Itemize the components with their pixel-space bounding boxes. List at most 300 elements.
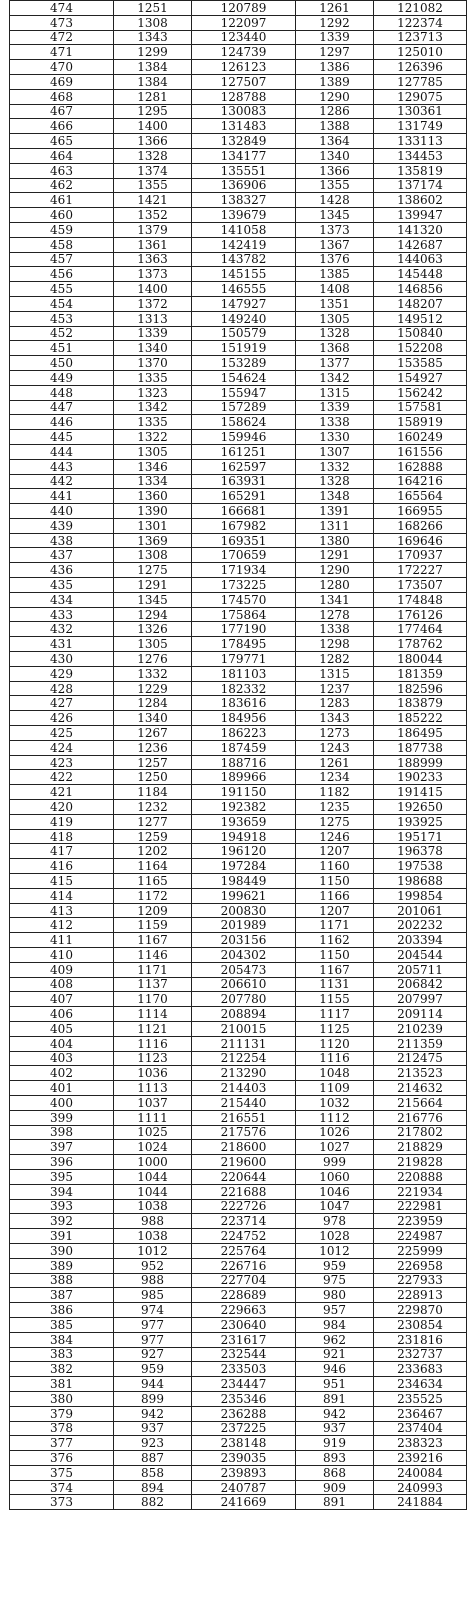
count-a-cell: 1209 [114, 903, 192, 918]
table-row [10, 1007, 467, 1022]
table-row [10, 326, 467, 341]
count-a-cell: 887 [114, 1451, 192, 1466]
count-a-cell: 1229 [114, 681, 192, 696]
count-a-cell: 927 [114, 1347, 192, 1362]
count-a-cell: 1384 [114, 74, 192, 89]
score-cell: 447 [10, 400, 114, 415]
cumulative-a-cell: 212254 [192, 1051, 296, 1066]
table-row [10, 385, 467, 400]
score-cell: 375 [10, 1465, 114, 1480]
score-cell: 407 [10, 992, 114, 1007]
cumulative-a-cell: 171934 [192, 563, 296, 578]
cumulative-a-cell: 184956 [192, 711, 296, 726]
score-cell: 420 [10, 800, 114, 815]
cumulative-a-cell: 194918 [192, 829, 296, 844]
score-cell: 373 [10, 1495, 114, 1510]
count-a-cell: 977 [114, 1332, 192, 1347]
table-row [10, 888, 467, 903]
count-a-cell: 1346 [114, 459, 192, 474]
count-a-cell: 1025 [114, 1125, 192, 1140]
count-a-cell: 944 [114, 1377, 192, 1392]
score-cell: 426 [10, 711, 114, 726]
count-a-cell: 1384 [114, 60, 192, 75]
table-row [10, 45, 467, 60]
score-cell: 451 [10, 341, 114, 356]
count-b-cell: 921 [296, 1347, 374, 1362]
count-a-cell: 1322 [114, 430, 192, 445]
count-a-cell: 1024 [114, 1140, 192, 1155]
score-cell: 424 [10, 740, 114, 755]
cumulative-a-cell: 208894 [192, 1007, 296, 1022]
count-b-cell: 1364 [296, 134, 374, 149]
table-row [10, 193, 467, 208]
table-row [10, 1451, 467, 1466]
cumulative-b-cell: 237404 [374, 1421, 467, 1436]
cumulative-a-cell: 205473 [192, 962, 296, 977]
table-row [10, 696, 467, 711]
score-cell: 387 [10, 1288, 114, 1303]
count-a-cell: 1340 [114, 341, 192, 356]
table-row [10, 711, 467, 726]
count-b-cell: 1290 [296, 563, 374, 578]
cumulative-a-cell: 173225 [192, 578, 296, 593]
score-cell: 470 [10, 60, 114, 75]
cumulative-a-cell: 217576 [192, 1125, 296, 1140]
cumulative-b-cell: 205711 [374, 962, 467, 977]
count-a-cell: 1038 [114, 1199, 192, 1214]
cumulative-a-cell: 155947 [192, 385, 296, 400]
cumulative-a-cell: 240787 [192, 1480, 296, 1495]
table-row [10, 1347, 467, 1362]
cumulative-a-cell: 143782 [192, 252, 296, 267]
count-a-cell: 1335 [114, 415, 192, 430]
cumulative-a-cell: 227704 [192, 1273, 296, 1288]
score-cell: 440 [10, 504, 114, 519]
cumulative-b-cell: 227933 [374, 1273, 467, 1288]
table-row [10, 1051, 467, 1066]
cumulative-a-cell: 147927 [192, 296, 296, 311]
cumulative-b-cell: 123713 [374, 30, 467, 45]
table-row [10, 178, 467, 193]
count-b-cell: 1291 [296, 548, 374, 563]
score-cell: 390 [10, 1243, 114, 1258]
score-cell: 400 [10, 1095, 114, 1110]
score-cell: 415 [10, 874, 114, 889]
count-a-cell: 1326 [114, 622, 192, 637]
count-b-cell: 951 [296, 1377, 374, 1392]
table-row [10, 607, 467, 622]
score-cell: 401 [10, 1081, 114, 1096]
count-a-cell: 937 [114, 1421, 192, 1436]
score-cell: 462 [10, 178, 114, 193]
cumulative-b-cell: 129075 [374, 89, 467, 104]
cumulative-b-cell: 157581 [374, 400, 467, 415]
cumulative-a-cell: 197284 [192, 859, 296, 874]
table-row [10, 992, 467, 1007]
count-b-cell: 1315 [296, 666, 374, 681]
cumulative-b-cell: 199854 [374, 888, 467, 903]
count-a-cell: 1164 [114, 859, 192, 874]
cumulative-a-cell: 165291 [192, 489, 296, 504]
table-row [10, 592, 467, 607]
score-cell: 427 [10, 696, 114, 711]
cumulative-b-cell: 195171 [374, 829, 467, 844]
table-row [10, 208, 467, 223]
table-row [10, 1036, 467, 1051]
count-a-cell: 882 [114, 1495, 192, 1510]
count-b-cell: 1305 [296, 311, 374, 326]
table-row [10, 237, 467, 252]
count-b-cell: 893 [296, 1451, 374, 1466]
score-cell: 405 [10, 1021, 114, 1036]
score-cell: 452 [10, 326, 114, 341]
count-a-cell: 1372 [114, 296, 192, 311]
score-cell: 409 [10, 962, 114, 977]
cumulative-b-cell: 121082 [374, 1, 467, 16]
table-row [10, 489, 467, 504]
cumulative-b-cell: 154927 [374, 370, 467, 385]
cumulative-b-cell: 203394 [374, 933, 467, 948]
cumulative-a-cell: 167982 [192, 518, 296, 533]
cumulative-b-cell: 229870 [374, 1303, 467, 1318]
score-cell: 418 [10, 829, 114, 844]
score-cell: 412 [10, 918, 114, 933]
cumulative-b-cell: 201061 [374, 903, 467, 918]
cumulative-b-cell: 177464 [374, 622, 467, 637]
count-b-cell: 1332 [296, 459, 374, 474]
count-a-cell: 1335 [114, 370, 192, 385]
table-row [10, 844, 467, 859]
count-a-cell: 899 [114, 1391, 192, 1406]
table-row [10, 1229, 467, 1244]
count-a-cell: 1202 [114, 844, 192, 859]
cumulative-b-cell: 170937 [374, 548, 467, 563]
count-b-cell: 1408 [296, 282, 374, 297]
score-cell: 474 [10, 1, 114, 16]
score-cell: 463 [10, 163, 114, 178]
cumulative-b-cell: 234634 [374, 1377, 467, 1392]
count-a-cell: 988 [114, 1273, 192, 1288]
cumulative-b-cell: 218829 [374, 1140, 467, 1155]
cumulative-a-cell: 204302 [192, 948, 296, 963]
table-row [10, 282, 467, 297]
cumulative-b-cell: 142687 [374, 237, 467, 252]
cumulative-a-cell: 231617 [192, 1332, 296, 1347]
score-cell: 472 [10, 30, 114, 45]
cumulative-a-cell: 182332 [192, 681, 296, 696]
table-row [10, 1095, 467, 1110]
cumulative-b-cell: 122374 [374, 15, 467, 30]
count-b-cell: 891 [296, 1495, 374, 1510]
score-cell: 381 [10, 1377, 114, 1392]
count-a-cell: 1374 [114, 163, 192, 178]
count-a-cell: 1251 [114, 1, 192, 16]
count-a-cell: 1036 [114, 1066, 192, 1081]
count-a-cell: 1259 [114, 829, 192, 844]
cumulative-b-cell: 156242 [374, 385, 467, 400]
cumulative-a-cell: 211131 [192, 1036, 296, 1051]
count-b-cell: 1246 [296, 829, 374, 844]
count-b-cell: 1367 [296, 237, 374, 252]
count-b-cell: 1026 [296, 1125, 374, 1140]
table-row [10, 977, 467, 992]
count-b-cell: 1166 [296, 888, 374, 903]
table-row [10, 785, 467, 800]
table-row [10, 267, 467, 282]
table-row [10, 89, 467, 104]
table-row [10, 578, 467, 593]
cumulative-b-cell: 135819 [374, 163, 467, 178]
count-b-cell: 1117 [296, 1007, 374, 1022]
cumulative-a-cell: 149240 [192, 311, 296, 326]
table-row [10, 666, 467, 681]
score-cell: 394 [10, 1184, 114, 1199]
count-b-cell: 1234 [296, 770, 374, 785]
cumulative-a-cell: 136906 [192, 178, 296, 193]
score-cell: 413 [10, 903, 114, 918]
score-cell: 382 [10, 1362, 114, 1377]
cumulative-a-cell: 223714 [192, 1214, 296, 1229]
cumulative-b-cell: 158919 [374, 415, 467, 430]
count-a-cell: 1111 [114, 1110, 192, 1125]
score-cell: 414 [10, 888, 114, 903]
cumulative-b-cell: 217802 [374, 1125, 467, 1140]
count-b-cell: 1340 [296, 148, 374, 163]
count-a-cell: 1123 [114, 1051, 192, 1066]
count-b-cell: 868 [296, 1465, 374, 1480]
count-b-cell: 1261 [296, 755, 374, 770]
table-row [10, 1317, 467, 1332]
count-b-cell: 1032 [296, 1095, 374, 1110]
cumulative-b-cell: 180044 [374, 652, 467, 667]
count-b-cell: 1298 [296, 637, 374, 652]
score-cell: 465 [10, 134, 114, 149]
count-b-cell: 1275 [296, 814, 374, 829]
score-cell: 429 [10, 666, 114, 681]
table-row [10, 933, 467, 948]
cumulative-a-cell: 174570 [192, 592, 296, 607]
count-b-cell: 1047 [296, 1199, 374, 1214]
score-cell: 433 [10, 607, 114, 622]
cumulative-a-cell: 158624 [192, 415, 296, 430]
score-table-body [10, 1, 467, 1510]
table-row [10, 1081, 467, 1096]
cumulative-b-cell: 182596 [374, 681, 467, 696]
table-row [10, 30, 467, 45]
count-b-cell: 1278 [296, 607, 374, 622]
table-row [10, 1495, 467, 1510]
score-cell: 411 [10, 933, 114, 948]
score-cell: 454 [10, 296, 114, 311]
cumulative-a-cell: 132849 [192, 134, 296, 149]
cumulative-b-cell: 161556 [374, 444, 467, 459]
table-row [10, 548, 467, 563]
count-b-cell: 1330 [296, 430, 374, 445]
count-b-cell: 1116 [296, 1051, 374, 1066]
table-row [10, 1377, 467, 1392]
cumulative-a-cell: 201989 [192, 918, 296, 933]
cumulative-a-cell: 224752 [192, 1229, 296, 1244]
table-row [10, 1421, 467, 1436]
count-b-cell: 1292 [296, 15, 374, 30]
cumulative-b-cell: 141320 [374, 222, 467, 237]
count-a-cell: 1284 [114, 696, 192, 711]
count-b-cell: 1366 [296, 163, 374, 178]
score-cell: 422 [10, 770, 114, 785]
cumulative-a-cell: 214403 [192, 1081, 296, 1096]
score-cell: 374 [10, 1480, 114, 1495]
score-cell: 461 [10, 193, 114, 208]
score-cell: 430 [10, 652, 114, 667]
score-cell: 402 [10, 1066, 114, 1081]
cumulative-b-cell: 162888 [374, 459, 467, 474]
score-cell: 435 [10, 578, 114, 593]
cumulative-b-cell: 149512 [374, 311, 467, 326]
count-a-cell: 1137 [114, 977, 192, 992]
cumulative-a-cell: 186223 [192, 726, 296, 741]
table-row [10, 1, 467, 16]
count-b-cell: 1237 [296, 681, 374, 696]
table-row [10, 1303, 467, 1318]
table-row [10, 1332, 467, 1347]
count-b-cell: 891 [296, 1391, 374, 1406]
count-a-cell: 1257 [114, 755, 192, 770]
count-b-cell: 1027 [296, 1140, 374, 1155]
score-cell: 464 [10, 148, 114, 163]
count-b-cell: 1120 [296, 1036, 374, 1051]
count-a-cell: 1277 [114, 814, 192, 829]
count-a-cell: 1390 [114, 504, 192, 519]
table-row [10, 1184, 467, 1199]
count-a-cell: 1000 [114, 1155, 192, 1170]
cumulative-a-cell: 222726 [192, 1199, 296, 1214]
cumulative-a-cell: 228689 [192, 1288, 296, 1303]
cumulative-a-cell: 181103 [192, 666, 296, 681]
cumulative-b-cell: 223959 [374, 1214, 467, 1229]
count-a-cell: 1170 [114, 992, 192, 1007]
count-b-cell: 909 [296, 1480, 374, 1495]
cumulative-a-cell: 145155 [192, 267, 296, 282]
score-cell: 423 [10, 755, 114, 770]
count-b-cell: 1261 [296, 1, 374, 16]
score-cell: 467 [10, 104, 114, 119]
score-cell: 377 [10, 1436, 114, 1451]
cumulative-b-cell: 148207 [374, 296, 467, 311]
cumulative-b-cell: 178762 [374, 637, 467, 652]
cumulative-a-cell: 166681 [192, 504, 296, 519]
count-a-cell: 1366 [114, 134, 192, 149]
table-row [10, 1155, 467, 1170]
score-cell: 431 [10, 637, 114, 652]
cumulative-a-cell: 193659 [192, 814, 296, 829]
cumulative-a-cell: 196120 [192, 844, 296, 859]
count-a-cell: 1360 [114, 489, 192, 504]
score-cell: 457 [10, 252, 114, 267]
cumulative-b-cell: 187738 [374, 740, 467, 755]
count-b-cell: 1283 [296, 696, 374, 711]
table-row [10, 459, 467, 474]
count-b-cell: 1376 [296, 252, 374, 267]
cumulative-b-cell: 190233 [374, 770, 467, 785]
cumulative-a-cell: 122097 [192, 15, 296, 30]
cumulative-b-cell: 183879 [374, 696, 467, 711]
table-row [10, 163, 467, 178]
table-row [10, 1066, 467, 1081]
table-row [10, 74, 467, 89]
count-b-cell: 978 [296, 1214, 374, 1229]
count-a-cell: 1305 [114, 444, 192, 459]
count-b-cell: 1343 [296, 711, 374, 726]
cumulative-a-cell: 219600 [192, 1155, 296, 1170]
cumulative-a-cell: 233503 [192, 1362, 296, 1377]
cumulative-a-cell: 157289 [192, 400, 296, 415]
count-a-cell: 1165 [114, 874, 192, 889]
count-a-cell: 1267 [114, 726, 192, 741]
count-b-cell: 1125 [296, 1021, 374, 1036]
cumulative-b-cell: 186495 [374, 726, 467, 741]
cumulative-a-cell: 138327 [192, 193, 296, 208]
count-b-cell: 1339 [296, 30, 374, 45]
cumulative-b-cell: 188999 [374, 755, 467, 770]
cumulative-b-cell: 232737 [374, 1347, 467, 1362]
count-a-cell: 1037 [114, 1095, 192, 1110]
score-cell: 460 [10, 208, 114, 223]
cumulative-b-cell: 138602 [374, 193, 467, 208]
score-cell: 456 [10, 267, 114, 282]
count-a-cell: 1400 [114, 119, 192, 134]
count-b-cell: 1348 [296, 489, 374, 504]
count-b-cell: 1368 [296, 341, 374, 356]
table-row [10, 1140, 467, 1155]
cumulative-b-cell: 209114 [374, 1007, 467, 1022]
table-row [10, 1199, 467, 1214]
cumulative-a-cell: 130083 [192, 104, 296, 119]
count-a-cell: 1361 [114, 237, 192, 252]
score-cell: 399 [10, 1110, 114, 1125]
count-b-cell: 1171 [296, 918, 374, 933]
count-b-cell: 1160 [296, 859, 374, 874]
cumulative-a-cell: 175864 [192, 607, 296, 622]
score-cell: 441 [10, 489, 114, 504]
cumulative-b-cell: 211359 [374, 1036, 467, 1051]
count-a-cell: 1236 [114, 740, 192, 755]
cumulative-b-cell: 228913 [374, 1288, 467, 1303]
cumulative-b-cell: 240993 [374, 1480, 467, 1495]
score-cell: 458 [10, 237, 114, 252]
cumulative-b-cell: 160249 [374, 430, 467, 445]
count-a-cell: 1308 [114, 548, 192, 563]
cumulative-a-cell: 124739 [192, 45, 296, 60]
cumulative-a-cell: 177190 [192, 622, 296, 637]
cumulative-a-cell: 141058 [192, 222, 296, 237]
count-b-cell: 1338 [296, 622, 374, 637]
cumulative-b-cell: 207997 [374, 992, 467, 1007]
cumulative-b-cell: 236467 [374, 1406, 467, 1421]
count-a-cell: 1146 [114, 948, 192, 963]
count-a-cell: 1355 [114, 178, 192, 193]
cumulative-b-cell: 226958 [374, 1258, 467, 1273]
table-row [10, 415, 467, 430]
count-a-cell: 1172 [114, 888, 192, 903]
count-a-cell: 1232 [114, 800, 192, 815]
cumulative-a-cell: 191150 [192, 785, 296, 800]
table-row [10, 370, 467, 385]
count-b-cell: 1307 [296, 444, 374, 459]
table-row [10, 962, 467, 977]
table-row [10, 1169, 467, 1184]
score-cell: 392 [10, 1214, 114, 1229]
score-cell: 397 [10, 1140, 114, 1155]
